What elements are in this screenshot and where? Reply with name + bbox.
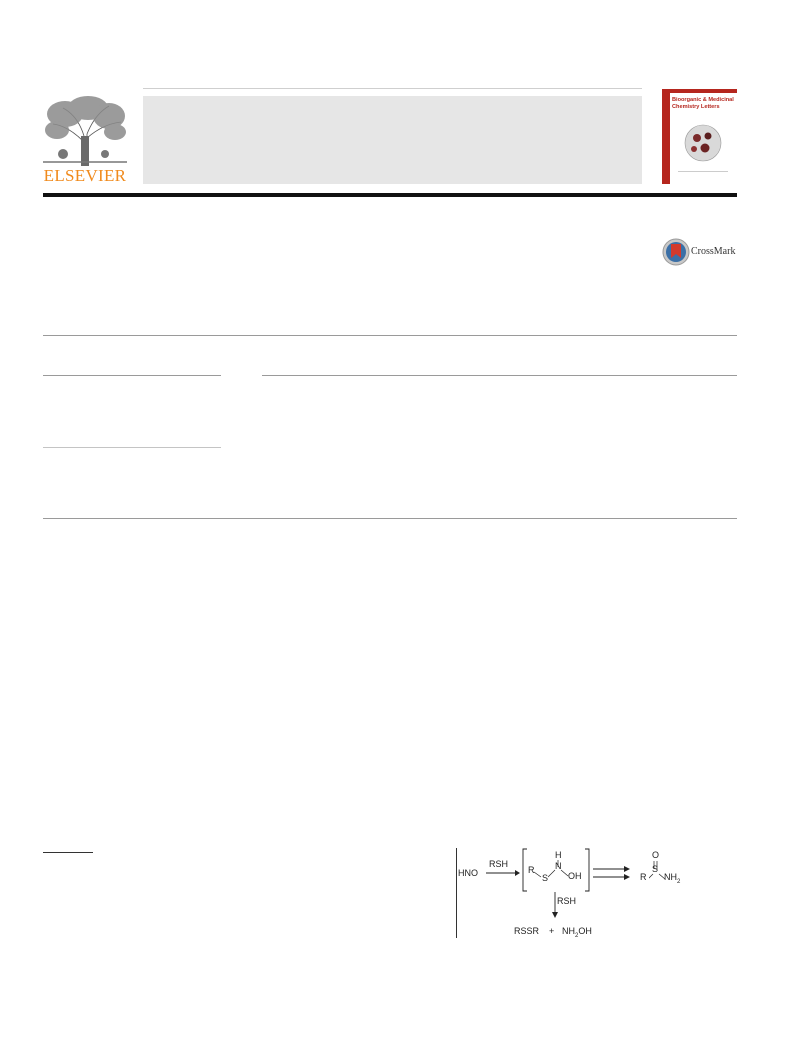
reagent-rsh-down: RSH bbox=[557, 896, 577, 906]
journal-cover bbox=[662, 89, 737, 184]
publisher-name: ELSEVIER bbox=[43, 166, 127, 185]
product-nh: NH bbox=[664, 872, 677, 882]
product-nh2oh bbox=[562, 926, 592, 939]
crossmark-label: CrossMark bbox=[691, 246, 736, 257]
intermediate-oh: OH bbox=[568, 871, 582, 881]
intermediate-s: S bbox=[542, 873, 549, 883]
publisher-logo bbox=[43, 96, 127, 184]
product-o: O bbox=[652, 850, 660, 860]
product-nh-bottom: NH bbox=[562, 926, 575, 936]
article-info-top-rule bbox=[43, 335, 737, 336]
reagent-rsh-top: RSH bbox=[489, 859, 509, 869]
keywords-heading-rule bbox=[43, 447, 221, 448]
product-r: R bbox=[640, 872, 647, 882]
intermediate-n: N bbox=[555, 861, 562, 871]
scheme-left-border bbox=[456, 848, 457, 938]
product-nh2 bbox=[664, 872, 680, 885]
arrow-right-double-icon bbox=[593, 866, 631, 880]
abstract-heading-rule bbox=[262, 375, 737, 376]
tree-icon bbox=[43, 96, 127, 166]
reactant-hno: HNO bbox=[458, 868, 478, 878]
article-info-heading-rule bbox=[43, 375, 221, 376]
product-s: S bbox=[652, 864, 659, 874]
crossmark-icon bbox=[662, 238, 690, 266]
reaction-scheme bbox=[456, 846, 696, 940]
header-thick-rule bbox=[43, 193, 737, 197]
product-plus: + bbox=[549, 926, 555, 936]
header-top-rule bbox=[143, 88, 642, 89]
journal-header-band bbox=[143, 96, 642, 184]
article-info-bottom-rule bbox=[43, 518, 737, 519]
intermediate-h: H bbox=[555, 850, 562, 860]
arrow-right-icon bbox=[486, 869, 520, 877]
intermediate-r: R bbox=[528, 865, 535, 875]
journal-cover-title: Bioorganic & Medicinal Chemistry Letters bbox=[672, 97, 734, 110]
product-rssr: RSSR bbox=[514, 926, 540, 936]
footnote-rule bbox=[43, 852, 93, 853]
cover-image-icon bbox=[683, 123, 723, 163]
product-nh-bottom-subscript: 2 bbox=[575, 932, 579, 939]
product-nh-subscript: 2 bbox=[677, 878, 681, 885]
journal-cover-page bbox=[670, 93, 737, 184]
cover-footer-rule bbox=[678, 171, 728, 172]
crossmark-badge[interactable] bbox=[662, 238, 742, 268]
product-oh-bottom: OH bbox=[578, 926, 592, 936]
